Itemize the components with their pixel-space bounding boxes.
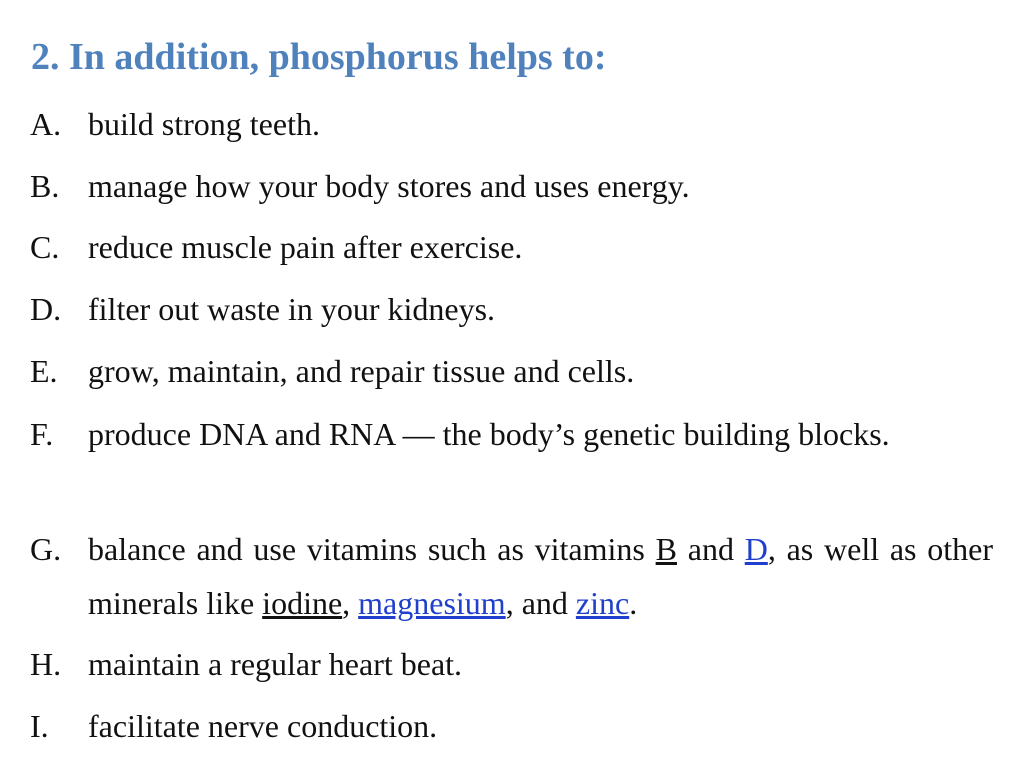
list-item-b [30,159,993,213]
vitamin-d-link[interactable]: D [744,531,768,567]
item-letter: E. [30,353,58,389]
item-letter: H. [30,646,62,682]
list-item-e [30,344,993,398]
item-text-segment: . [629,585,638,621]
item-letter: C. [30,229,60,265]
item-text: grow, maintain, and repair tissue and cells. [88,353,635,389]
list-item-i [30,699,993,753]
item-text-segment: , and [505,585,576,621]
list-item-c [30,220,993,274]
list-item-g [30,522,993,630]
item-text-segment: , as well as other minerals like [88,531,994,621]
item-letter: D. [30,291,62,327]
item-text: reduce muscle pain after exercise. [88,229,523,265]
item-text: filter out waste in your kidneys. [88,291,496,327]
iodine-link[interactable]: iodine [262,585,343,621]
item-text-segment: , [342,585,359,621]
item-text: maintain a regular heart beat. [88,646,463,682]
item-letter: G. [30,531,62,567]
item-letter: I. [30,708,49,744]
slide-title: 2. In addition, phosphorus helps to: [31,36,607,78]
list-item-d [30,282,993,336]
zinc-link[interactable]: zinc [575,585,630,621]
vitamin-b-link[interactable]: B [655,531,677,567]
item-text: produce DNA and RNA — the body’s genetic building blocks. [88,416,890,452]
item-text-segment: balance and use vitamins such as vitamins [88,531,656,567]
item-letter: A. [30,106,62,142]
list-item-f [30,407,993,461]
item-text [88,522,993,630]
item-letter: F. [30,416,54,452]
item-text: manage how your body stores and uses energy. [88,168,690,204]
item-text-segment: and [676,531,745,567]
item-text: facilitate nerve conduction. [88,708,438,744]
item-letter: B. [30,168,60,204]
magnesium-link[interactable]: magnesium [358,585,506,621]
list-item-h [30,637,993,691]
item-text: build strong teeth. [88,106,320,142]
list-item-a [30,97,993,151]
